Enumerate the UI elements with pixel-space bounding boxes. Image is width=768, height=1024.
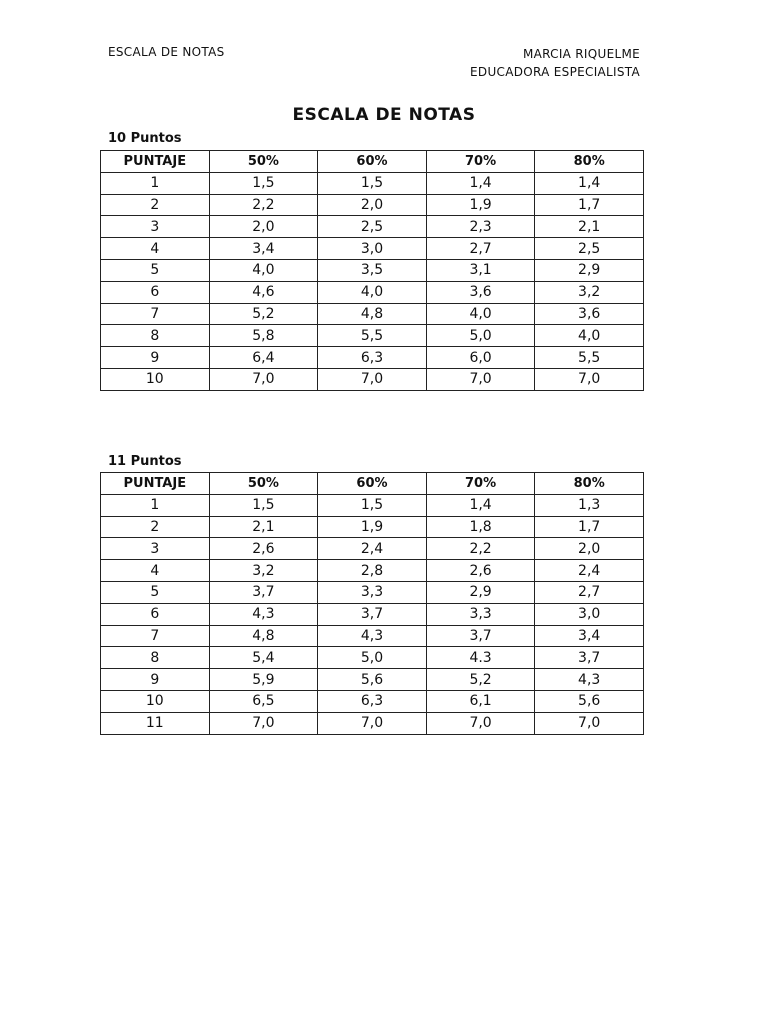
grade-cell: 2,1 bbox=[535, 216, 644, 238]
grade-cell: 1,4 bbox=[426, 172, 535, 194]
grade-cell: 2,0 bbox=[535, 538, 644, 560]
grade-cell: 3,0 bbox=[318, 238, 427, 260]
grade-cell: 3,6 bbox=[535, 303, 644, 325]
table-row bbox=[101, 303, 644, 325]
table-header-row bbox=[101, 151, 644, 173]
table-header-row bbox=[101, 473, 644, 495]
score-cell: 8 bbox=[101, 325, 210, 347]
grade-cell: 4,3 bbox=[209, 603, 318, 625]
table-row bbox=[101, 216, 644, 238]
grade-cell: 4.3 bbox=[426, 647, 535, 669]
grade-cell: 6,0 bbox=[426, 347, 535, 369]
grade-cell: 4,8 bbox=[209, 625, 318, 647]
grade-cell: 1,7 bbox=[535, 194, 644, 216]
grade-cell: 2,6 bbox=[209, 538, 318, 560]
column-header-percent: 50% bbox=[209, 473, 318, 495]
header-author-role: EDUCADORA ESPECIALISTA bbox=[470, 65, 640, 79]
score-cell: 3 bbox=[101, 538, 210, 560]
table-row bbox=[101, 625, 644, 647]
table-row bbox=[101, 347, 644, 369]
score-cell: 7 bbox=[101, 625, 210, 647]
grade-cell: 2,9 bbox=[535, 259, 644, 281]
grade-cell: 3,2 bbox=[535, 281, 644, 303]
grade-cell: 5,0 bbox=[318, 647, 427, 669]
grade-cell: 3,7 bbox=[318, 603, 427, 625]
grade-cell: 3,7 bbox=[535, 647, 644, 669]
grade-cell: 3,5 bbox=[318, 259, 427, 281]
column-header-percent: 70% bbox=[426, 473, 535, 495]
column-header-puntaje: PUNTAJE bbox=[101, 473, 210, 495]
grade-cell: 6,4 bbox=[209, 347, 318, 369]
document-title: ESCALA DE NOTAS bbox=[292, 105, 476, 125]
column-header-percent: 60% bbox=[318, 473, 427, 495]
score-cell: 8 bbox=[101, 647, 210, 669]
grade-cell: 3,1 bbox=[426, 259, 535, 281]
grade-cell: 5,4 bbox=[209, 647, 318, 669]
score-cell: 6 bbox=[101, 603, 210, 625]
grade-cell: 1,8 bbox=[426, 516, 535, 538]
column-header-puntaje: PUNTAJE bbox=[101, 151, 210, 173]
table-row bbox=[101, 581, 644, 603]
grade-cell: 2,7 bbox=[426, 238, 535, 260]
grade-cell: 1,4 bbox=[426, 494, 535, 516]
grade-cell: 3,2 bbox=[209, 560, 318, 582]
grade-cell: 5,2 bbox=[209, 303, 318, 325]
grade-cell: 1,7 bbox=[535, 516, 644, 538]
grade-cell: 7,0 bbox=[535, 368, 644, 390]
score-cell: 10 bbox=[101, 690, 210, 712]
grade-cell: 2,8 bbox=[318, 560, 427, 582]
table-row bbox=[101, 603, 644, 625]
score-cell: 6 bbox=[101, 281, 210, 303]
table-row bbox=[101, 647, 644, 669]
grade-cell: 1,5 bbox=[209, 494, 318, 516]
column-header-percent: 60% bbox=[318, 151, 427, 173]
column-header-percent: 80% bbox=[535, 473, 644, 495]
table-row bbox=[101, 259, 644, 281]
grade-cell: 1,9 bbox=[318, 516, 427, 538]
table-row bbox=[101, 560, 644, 582]
grade-cell: 5,6 bbox=[318, 669, 427, 691]
grade-cell: 1,4 bbox=[535, 172, 644, 194]
grade-cell: 3,7 bbox=[209, 581, 318, 603]
table-row bbox=[101, 669, 644, 691]
score-cell: 4 bbox=[101, 560, 210, 582]
grade-cell: 2,9 bbox=[426, 581, 535, 603]
score-cell: 2 bbox=[101, 516, 210, 538]
table-row bbox=[101, 238, 644, 260]
grade-cell: 5,0 bbox=[426, 325, 535, 347]
table-row bbox=[101, 494, 644, 516]
grade-cell: 2,3 bbox=[426, 216, 535, 238]
grade-cell: 7,0 bbox=[426, 368, 535, 390]
grade-cell: 3,3 bbox=[318, 581, 427, 603]
grade-cell: 7,0 bbox=[209, 368, 318, 390]
grade-cell: 4,3 bbox=[535, 669, 644, 691]
column-header-percent: 70% bbox=[426, 151, 535, 173]
table-row bbox=[101, 325, 644, 347]
score-cell: 9 bbox=[101, 347, 210, 369]
score-cell: 5 bbox=[101, 581, 210, 603]
grade-cell: 4,0 bbox=[318, 281, 427, 303]
grade-cell: 6,3 bbox=[318, 690, 427, 712]
table-row bbox=[101, 516, 644, 538]
table-row bbox=[101, 712, 644, 734]
table-row bbox=[101, 194, 644, 216]
score-cell: 3 bbox=[101, 216, 210, 238]
grade-cell: 2,1 bbox=[209, 516, 318, 538]
table-row bbox=[101, 538, 644, 560]
grade-cell: 4,0 bbox=[426, 303, 535, 325]
table-row bbox=[101, 172, 644, 194]
grade-cell: 1,3 bbox=[535, 494, 644, 516]
grade-cell: 6,5 bbox=[209, 690, 318, 712]
grade-cell: 2,5 bbox=[535, 238, 644, 260]
grade-cell: 1,9 bbox=[426, 194, 535, 216]
grade-cell: 3,3 bbox=[426, 603, 535, 625]
score-cell: 2 bbox=[101, 194, 210, 216]
table-row bbox=[101, 281, 644, 303]
score-cell: 1 bbox=[101, 494, 210, 516]
grade-cell: 2,4 bbox=[318, 538, 427, 560]
grade-cell: 5,6 bbox=[535, 690, 644, 712]
grade-cell: 1,5 bbox=[209, 172, 318, 194]
grade-cell: 7,0 bbox=[209, 712, 318, 734]
grade-cell: 7,0 bbox=[535, 712, 644, 734]
table-row bbox=[101, 690, 644, 712]
score-cell: 5 bbox=[101, 259, 210, 281]
grade-cell: 7,0 bbox=[318, 712, 427, 734]
grade-cell: 6,3 bbox=[318, 347, 427, 369]
grade-table-10-puntos bbox=[100, 150, 644, 391]
header-author-name: MARCIA RIQUELME bbox=[522, 47, 640, 61]
grade-cell: 7,0 bbox=[426, 712, 535, 734]
grade-cell: 5,5 bbox=[535, 347, 644, 369]
grade-cell: 3,4 bbox=[209, 238, 318, 260]
grade-cell: 3,0 bbox=[535, 603, 644, 625]
score-cell: 9 bbox=[101, 669, 210, 691]
grade-cell: 1,5 bbox=[318, 494, 427, 516]
score-cell: 11 bbox=[101, 712, 210, 734]
grade-cell: 2,7 bbox=[535, 581, 644, 603]
grade-cell: 1,5 bbox=[318, 172, 427, 194]
grade-cell: 5,8 bbox=[209, 325, 318, 347]
grade-cell: 3,4 bbox=[535, 625, 644, 647]
grade-cell: 2,0 bbox=[318, 194, 427, 216]
header-author-block bbox=[470, 45, 640, 81]
score-cell: 10 bbox=[101, 368, 210, 390]
grade-cell: 2,2 bbox=[426, 538, 535, 560]
grade-cell: 5,9 bbox=[209, 669, 318, 691]
grade-cell: 7,0 bbox=[318, 368, 427, 390]
grade-cell: 4,0 bbox=[209, 259, 318, 281]
table-label-11-puntos: 11 Puntos bbox=[108, 454, 182, 469]
score-cell: 7 bbox=[101, 303, 210, 325]
grade-cell: 4,6 bbox=[209, 281, 318, 303]
score-cell: 1 bbox=[101, 172, 210, 194]
table-label-10-puntos: 10 Puntos bbox=[108, 131, 182, 146]
grade-cell: 2,6 bbox=[426, 560, 535, 582]
column-header-percent: 80% bbox=[535, 151, 644, 173]
column-header-percent: 50% bbox=[209, 151, 318, 173]
grade-cell: 2,5 bbox=[318, 216, 427, 238]
header-left-title: ESCALA DE NOTAS bbox=[108, 45, 225, 59]
grade-cell: 2,0 bbox=[209, 216, 318, 238]
grade-cell: 2,2 bbox=[209, 194, 318, 216]
grade-cell: 2,4 bbox=[535, 560, 644, 582]
table-row bbox=[101, 368, 644, 390]
grade-table-11-puntos bbox=[100, 472, 644, 735]
grade-cell: 4,3 bbox=[318, 625, 427, 647]
grade-cell: 3,7 bbox=[426, 625, 535, 647]
grade-cell: 3,6 bbox=[426, 281, 535, 303]
grade-cell: 4,0 bbox=[535, 325, 644, 347]
grade-cell: 5,2 bbox=[426, 669, 535, 691]
grade-cell: 4,8 bbox=[318, 303, 427, 325]
score-cell: 4 bbox=[101, 238, 210, 260]
grade-cell: 5,5 bbox=[318, 325, 427, 347]
grade-cell: 6,1 bbox=[426, 690, 535, 712]
